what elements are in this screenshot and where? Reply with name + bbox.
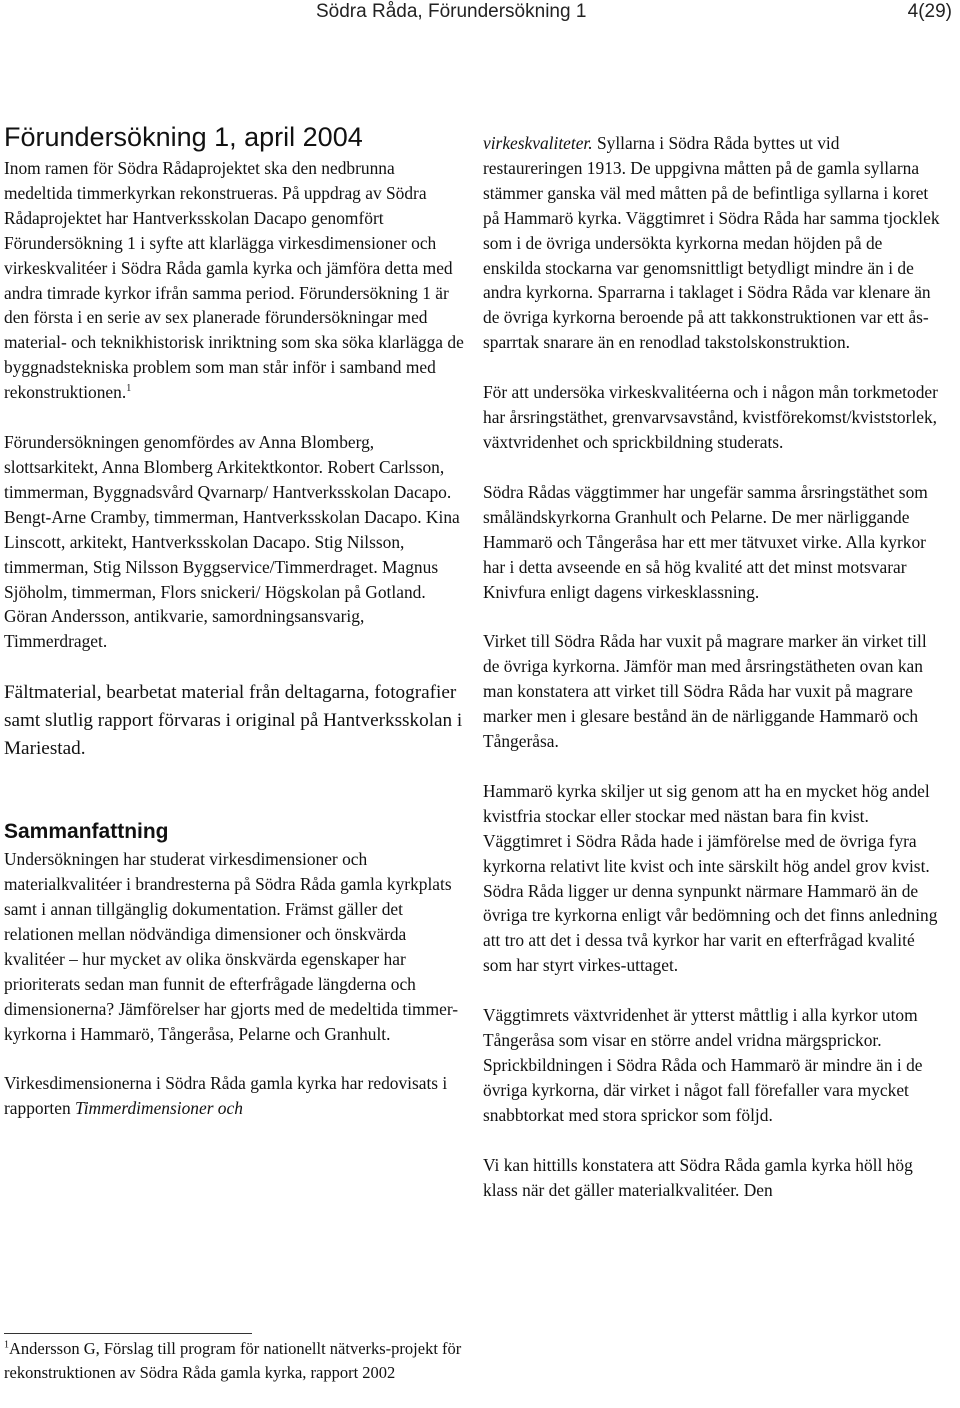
- summary-heading: Sammanfattning: [4, 820, 169, 844]
- dimensions-paragraph: [4, 1071, 464, 1121]
- footnote-text: Andersson G, Förslag till program för nationellt nätverks-projekt för rekonstruktionen av Södra Råda gamla kyrka, rapport 2002: [4, 1339, 462, 1383]
- right-paragraph-5: Hammarö kyrka skiljer ut sig genom att ha en mycket hög andel kvistfria stockar eller stockar med nästan bara fin kvist. Väggtimret i Södra Råda hade i jämförelse med de övriga fyra kyrkorna relativt lite kvist och inte särskilt hög andel grov kvist. Södra Råda ligger ur denna synpunkt närmare Hammarö än de övriga tre kyrkorna enligt vår bedömning och det finns anledning att tro att det i dessa två kyrkor har varit en efterfrågad kvalité som har styrt virkes-uttaget.: [483, 780, 938, 976]
- right-paragraph-4: Virket till Södra Råda har vuxit på magrare marker än virket till de övriga kyrkorna. Jämför man med årsringstätheten ovan kan man konstatera att virket till Södra Råda har vuxit på magrare marker men i glesare bestånd än de närliggande Hammarö och Tångeråsa.: [483, 631, 927, 752]
- right-paragraph-2: För att undersöka virkeskvalitéerna och i någon mån torkmetoder har årsringstäthet, grenvarvsavstånd, kvistförekomst/kviststorlek, växtvridenhet och sprickbildning studerats.: [483, 382, 938, 452]
- footnote: [4, 1337, 464, 1386]
- right-paragraph-3: Södra Rådas väggtimmer har ungefär samma årsringstäthet som småländskyrkorna Granhult och Pelarne. De mer närliggande Hammarö och Tångeråsa har ett mer tätvuxet virke. Alla kyrkor har i detta avseende en så hög kvalité att det minst motsvarar Knivfura enligt dagens virkesklassning.: [483, 481, 928, 602]
- continued-italic: virkeskvaliteter.: [483, 133, 593, 153]
- page-number: 4(29): [907, 1, 952, 22]
- report-title-italic: Timmerdimensioner och: [74, 1098, 243, 1119]
- right-paragraph-1-text: Syllarna i Södra Råda byttes ut vid restaureringen 1913. De uppgivna måtten på de gamla syllarna stämmer ganska väl med måtten på de befintliga syllarna i koret på Hammarö kyrka. Väggtimret i Södra Råda har samma tjocklek som i de övriga undersökta kyrkorna medan höjden på de enskilda stockarna var genomsnittligt betydligt mindre än i de andra kyrkorna. Sparrarna i taklaget i Södra Råda var klenare än de övriga kyrkorna beroende på att takkonstruktionen var ett ås-sparrtak snarare än en renodlad takstolskonstruktion.: [483, 133, 940, 353]
- right-paragraph-1: [483, 131, 943, 355]
- footnote-ref: 1: [126, 383, 132, 395]
- footnote-number: 1: [4, 1339, 9, 1351]
- summary-paragraph: Undersökningen har studerat virkesdimensioner och materialkvalitéer i brandresterna på Södra Råda gamla kyrkplats samt i annan tillgänglig dokumentation. Främst gäller det relationen mellan nödvändiga dimensioner och önskvärda kvalitéer – hur mycket av olika önskvärda egenskaper har prioriterats sedan man funnit de efterfrågade längderna och dimensionerna? Jämförelser har gjorts med de medeltida timmer-kyrkorna i Hammarö, Tångeråsa, Pelarne och Granhult.: [4, 849, 459, 1044]
- intro-text: Inom ramen för Södra Rådaprojektet ska den nedbrunna medeltida timmerkyrkan rekonstrueras. På uppdrag av Södra Rådaprojektet har Hantverksskolan Dacapo genomfört Förundersökning 1 i syfte att klarlägga virkesdimensioner och virkeskvalitéer i Södra Råda gamla kyrka och jämföra detta med andra timrade kyrkor ifrån samma period. Förundersökning 1 är den första i en serie av sex planerade förundersökningar med material- och teknikhistorisk inriktning som ska söka klarlägga de byggnadstekniska problem som man står inför i samband med rekonstruktionen.: [4, 158, 464, 403]
- left-column: [4, 118, 464, 1121]
- dimensions-text: Virkesdimensionerna i Södra Råda gamla kyrka har redovisats i rapporten: [4, 1073, 448, 1119]
- document-title: Södra Råda, Förundersökning 1: [316, 1, 587, 22]
- participants-paragraph: Förundersökningen genomfördes av Anna Blomberg, slottsarkitekt, Anna Blomberg Arkitektkontor. Robert Carlsson, timmerman, Byggnadsvård Qvarnarp/ Hantverksskolan Dacapo. Bengt-Arne Cramby, timmerman, Hantverksskolan Dacapo. Kina Linscott, arkitekt, Hantverksskolan Dacapo. Stig Nilsson, timmerman, Stig Nilsson Byggservice/Timmerdraget. Magnus Sjöholm, timmerman, Flors snickeri/ Högskolan på Gotland. Göran Andersson, antikvarie, samordningsansvarig, Timmerdraget.: [4, 432, 460, 652]
- right-column: [483, 131, 943, 1203]
- page-header: [0, 0, 960, 28]
- right-paragraph-7: Vi kan hittills konstatera att Södra Råda gamla kyrka höll hög klass när det gäller materialkvalitéer. Den: [483, 1154, 913, 1200]
- footnote-divider: [4, 1333, 252, 1334]
- material-paragraph: Fältmaterial, bearbetat material från deltagarna, fotografier samt slutlig rapport förvaras i original på Hantverksskolan i Mariestad.: [4, 682, 463, 760]
- right-paragraph-6: Väggtimrets växtvridenhet är ytterst måttlig i alla kyrkor utom Tångeråsa som visar en större andel vridna märgsprickor. Sprickbildningen i Södra Råda och Hammarö är mindre än i de övriga kyrkorna, där virket i något fall förefaller vara mycket snabbtorkat med stora sprickor som följd.: [483, 1005, 923, 1125]
- intro-paragraph: [4, 156, 464, 405]
- page-title: Förundersökning 1, april 2004: [4, 122, 363, 152]
